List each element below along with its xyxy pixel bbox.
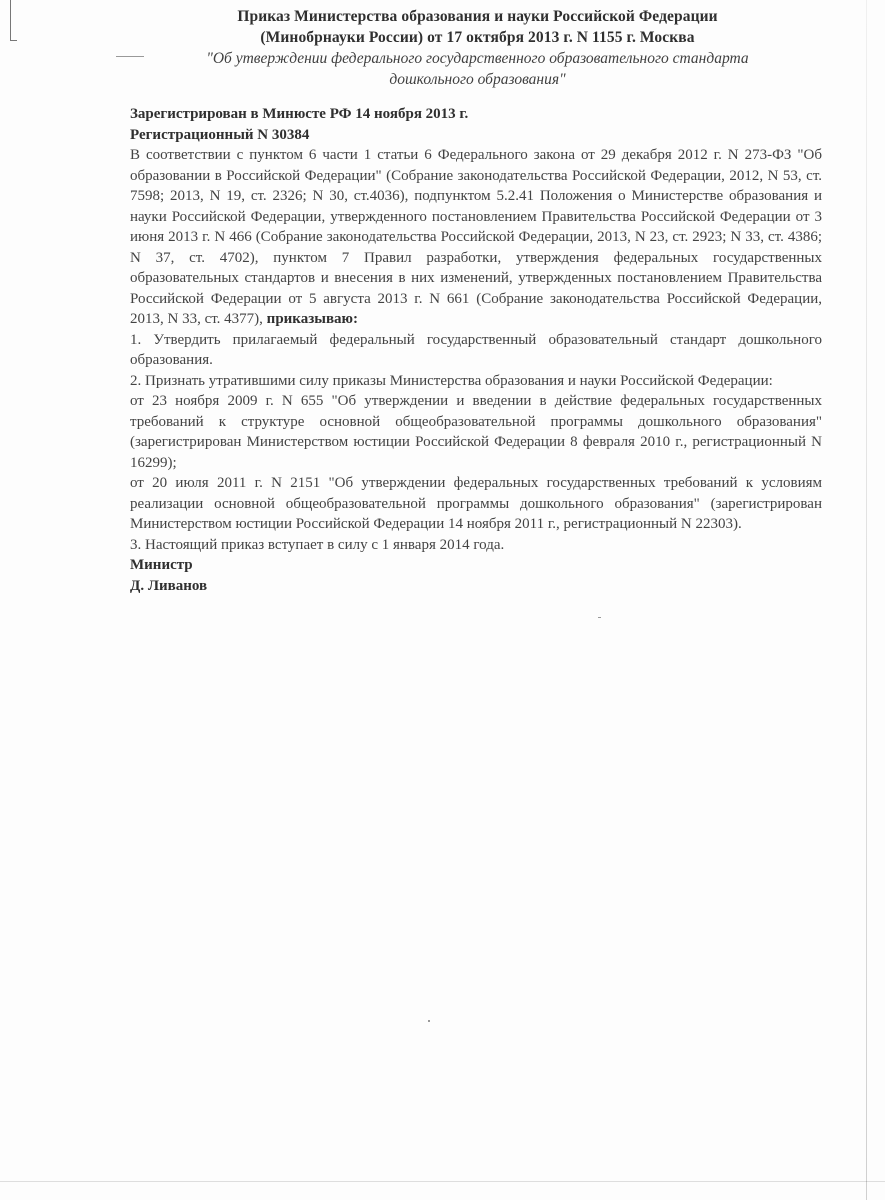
registration-number: Регистрационный N 30384 bbox=[130, 126, 310, 143]
scan-corner-mark bbox=[10, 0, 17, 41]
signature-position: Министр bbox=[130, 557, 193, 573]
order-item-2b: от 20 июля 2011 г. N 2151 "Об утверждении федеральных государственных требований к условиям реализации основной общеобразовательной программы дошкольного образования" (зарегистрирован Министерством юстиции Российской Федерации 14 ноября 2011 г., регистрационный N 22303). bbox=[130, 475, 822, 532]
order-item-3: 3. Настоящий приказ вступает в силу с 1 января 2014 года. bbox=[130, 536, 505, 553]
scan-edge-right bbox=[866, 0, 867, 1200]
document-subtitle-line-1: "Об утверждении федерального государственного образовательного стандарта bbox=[206, 50, 749, 67]
signature-name: Д. Ливанов bbox=[130, 577, 208, 594]
scan-speck bbox=[598, 617, 601, 618]
document-title-line-2: (Минобрнауки России) от 17 октября 2013 г. N 1155 г. Москва bbox=[260, 29, 695, 46]
registration-date: Зарегистрирован в Минюсте РФ 14 ноября 2013 г. bbox=[130, 106, 469, 122]
document-header bbox=[130, 6, 825, 90]
preamble-text: В соответствии с пунктом 6 части 1 статьи 6 Федерального закона от 29 декабря 2012 г. N 273-ФЗ "Об образовании в Российской Федерации" (Собрание законодательства Российской Федерации, 2012, N 53, ст. 7598; 2013, N 19, ст. 2326; N 30, ст.4036), подпунктом 5.2.41 Положения о Министерстве образования и науки Российской Федерации, утвержденного постановлением Правительства Российской Федерации от 3 июня 2013 г. N 466 (Собрание законодательства Российской Федерации, 2013, N 23, ст. 2923; N 33, ст. 4386; N 37, ст. 4702), пунктом 7 Правил разработки, утверждения федеральных государственных образовательных стандартов и внесения в них изменений, утвержденных постановлением Правительства Российской Федерации от 5 августа 2013 г. N 661 (Собрание законодательства Российской Федерации, 2013, N 33, ст. 4377), bbox=[130, 147, 822, 327]
document-body bbox=[130, 104, 822, 596]
document-subtitle-line-2: дошкольного образования" bbox=[389, 71, 566, 88]
preamble-paragraph bbox=[130, 145, 822, 330]
order-word: приказываю: bbox=[266, 311, 359, 327]
document-title-line-1: Приказ Министерства образования и науки Российской Федерации bbox=[237, 8, 718, 25]
order-item-2: 2. Признать утратившими силу приказы Министерства образования и науки Российской Федерации: bbox=[130, 372, 773, 389]
order-item-2a: от 23 ноября 2009 г. N 655 "Об утверждении и введении в действие федеральных государственных требований к структуре основной общеобразовательной программы дошкольного образования" (зарегистрирован Министерством юстиции Российской Федерации 8 февраля 2010 г., регистрационный N 16299); bbox=[130, 393, 822, 471]
scan-speck bbox=[428, 1020, 430, 1022]
order-item-1: 1. Утвердить прилагаемый федеральный государственный образовательный стандарт дошкольного образования. bbox=[130, 331, 822, 368]
scan-edge-bottom bbox=[0, 1181, 885, 1182]
